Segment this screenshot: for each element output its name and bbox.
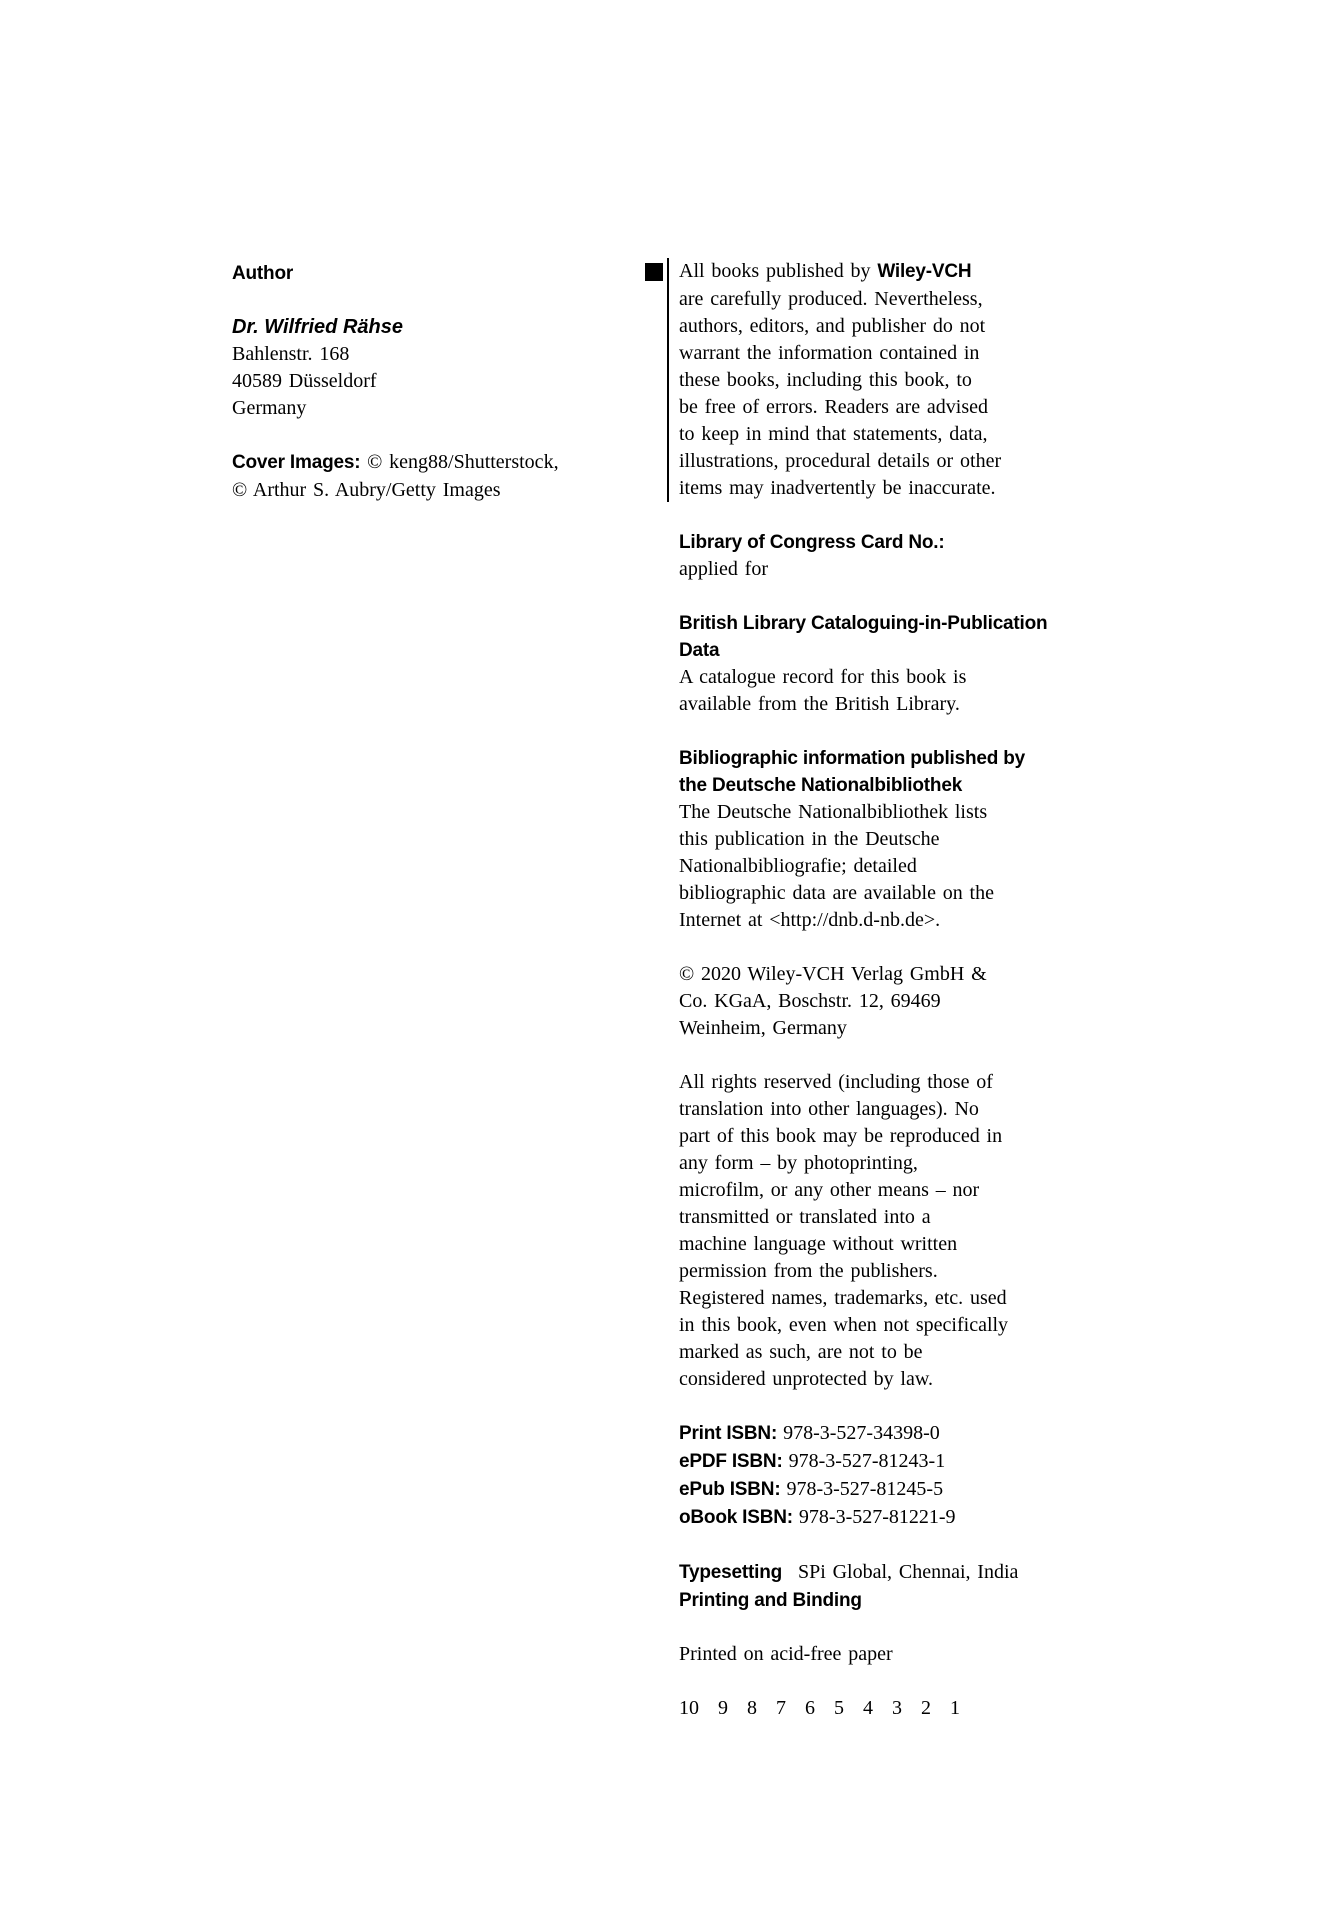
copyright-section [679,961,1115,1042]
square-bullet-icon [645,263,663,281]
isbn-value: 978-3-527-34398-0 [783,1422,940,1444]
publisher-column [645,258,1115,1749]
spacer [232,422,632,449]
production-section [679,1559,1115,1614]
text-line: to keep in mind that statements, data, [679,423,988,445]
isbn-row [679,1504,1115,1532]
author-address [232,341,632,422]
text-line: part of this book may be reproduced in [679,1125,1003,1147]
text-line: available from the British Library. [679,693,960,715]
bibliographic-section [679,745,1115,934]
text-line: are carefully produced. Nevertheless, [679,288,983,310]
text-line: in this book, even when not specifically [679,1314,1009,1336]
isbn-label: ePDF ISBN: [679,1451,783,1472]
section-body-lines [679,664,1115,718]
text-line: microfilm, or any other means – nor [679,1179,980,1201]
british-library-section [679,610,1115,718]
isbn-value: 978-3-527-81243-1 [788,1450,946,1472]
text-line: any form – by photoprinting, [679,1152,918,1174]
text-line: Data [679,640,720,661]
text-line: bibliographic data are available on the [679,882,994,904]
text-line: Co. KGaA, Boschstr. 12, 69469 [679,990,941,1012]
text-line: machine language without written [679,1233,958,1255]
text-line: Bahlenstr. 168 [232,343,350,365]
isbn-section [679,1420,1115,1532]
isbn-label: ePub ISBN: [679,1479,781,1500]
section-body: applied for [679,558,768,580]
text-line: A catalogue record for this book is [679,666,967,688]
section-heading: Library of Congress Card No.: [679,532,945,553]
text-line: Registered names, trademarks, etc. used [679,1287,1007,1309]
cover-images-line [232,449,632,477]
paper-note: Printed on acid-free paper [679,1643,893,1665]
text-line: permission from the publishers. [679,1260,938,1282]
copyright-lines [679,961,1115,1042]
text-line: these books, including this book, to [679,369,972,391]
text-line: British Library Cataloguing-in-Publication [679,613,1048,634]
isbn-value: 978-3-527-81245-5 [786,1478,944,1500]
spacer [232,287,632,314]
publisher-notice [645,258,1115,502]
notice-prefix: All books published by [679,260,878,282]
section-heading-lines [679,745,1115,799]
text-line: Internet at <http://dnb.d-nb.de>. [679,909,941,931]
section-heading-lines [679,610,1115,664]
isbn-row [679,1448,1115,1476]
isbn-label: oBook ISBN: [679,1507,793,1528]
text-line: this publication in the Deutsche [679,828,940,850]
text-line: Germany [232,397,307,419]
text-line [679,258,1001,286]
text-line: Weinheim, Germany [679,1017,847,1039]
isbn-row [679,1420,1115,1448]
paper-note-section [679,1641,1115,1668]
text-line: illustrations, procedural details or other [679,450,1002,472]
author-name: Dr. Wilfried Rähse [232,316,403,338]
printing-binding-label: Printing and Binding [679,1590,862,1611]
isbn-label: Print ISBN: [679,1423,778,1444]
text-line: The Deutsche Nationalbibliothek lists [679,801,988,823]
typesetting-label: Typesetting [679,1562,783,1583]
author-heading: Author [232,263,294,284]
brand-name: Wiley-VCH [877,261,972,282]
text-line: authors, editors, and publisher do not [679,315,986,337]
print-run-numbers: 10 9 8 7 6 5 4 3 2 1 [679,1697,960,1719]
typesetting-line [679,1559,1115,1587]
text-line: the Deutsche Nationalbibliothek [679,775,963,796]
text-line: Nationalbibliografie; detailed [679,855,917,877]
library-of-congress-section [679,529,1115,583]
text-line: 40589 Düsseldorf [232,370,377,392]
notice-lines [679,286,1001,502]
vertical-rule [667,258,669,502]
print-run-section [679,1695,1115,1722]
cover-images-credit1: © keng88/Shutterstock, [360,451,559,473]
cover-images-credit2: © Arthur S. Aubry/Getty Images [232,479,501,501]
text-line: considered unprotected by law. [679,1368,934,1390]
text-line: All rights reserved (including those of [679,1071,993,1093]
isbn-value: 978-3-527-81221-9 [798,1506,956,1528]
isbn-row [679,1476,1115,1504]
text-line: translation into other languages). No [679,1098,979,1120]
text-line: © 2020 Wiley-VCH Verlag GmbH & [679,963,987,985]
text-line: warrant the information contained in [679,342,980,364]
cover-images-label: Cover Images: [232,452,361,473]
section-body-lines [679,799,1115,934]
author-column [232,260,632,504]
publisher-notice-text [679,258,1001,502]
text-line: items may inadvertently be inaccurate. [679,477,996,499]
rights-section [679,1069,1115,1393]
text-line: transmitted or translated into a [679,1206,931,1228]
typesetting-value: SPi Global, Chennai, India [798,1561,1019,1583]
text-line: Bibliographic information published by [679,748,1026,769]
text-line: marked as such, are not to be [679,1341,923,1363]
rights-lines [679,1069,1115,1393]
text-line: be free of errors. Readers are advised [679,396,988,418]
